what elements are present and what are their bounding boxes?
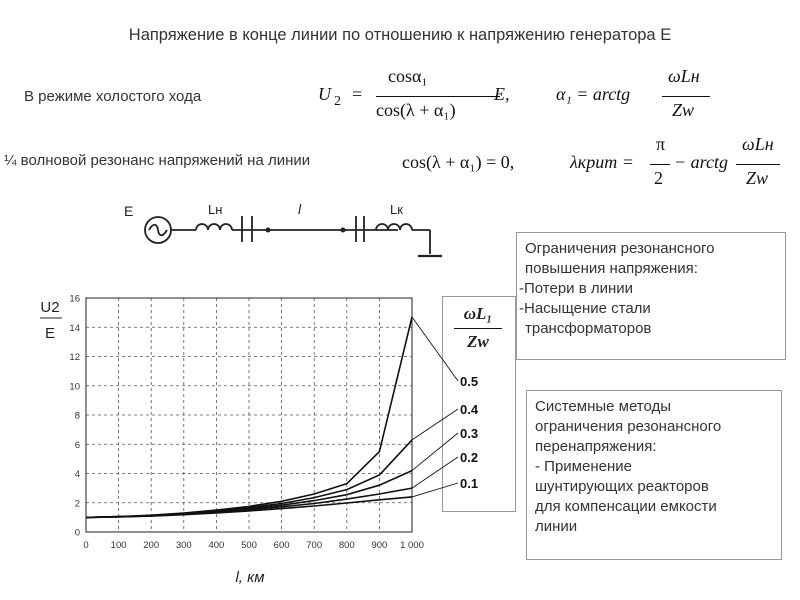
box2-line: ограничения резонансного	[535, 418, 722, 435]
formula-minus-arctg: − arctg	[674, 152, 728, 172]
formula-eq: =	[352, 84, 363, 104]
x-axis-label: l, км	[235, 569, 265, 586]
box2-line: линии	[535, 518, 578, 535]
y-tick-label: 8	[74, 410, 80, 422]
legend-leader-line	[412, 409, 458, 440]
x-tick-label: 800	[338, 540, 355, 551]
box2-line: перенапряжения:	[535, 438, 657, 455]
legend-leader-line	[412, 317, 458, 381]
x-tick-label: 900	[371, 540, 388, 551]
legend-label-0-2: 0.2	[460, 450, 479, 465]
x-tick-label: 700	[306, 540, 323, 551]
formula-lambda: λкрит =	[570, 152, 634, 172]
x-tick-label: 500	[241, 540, 257, 551]
y-axis-label-den: E	[44, 325, 56, 342]
y-axis-label-num: U2	[40, 299, 60, 316]
y-tick-label: 4	[74, 469, 80, 480]
formula-pi-den: 2	[654, 168, 663, 188]
box2-line: шунтирующих реакторов	[535, 478, 709, 495]
formula-frac-den: Zw	[746, 168, 769, 188]
box1-line: -Насыщение стали	[519, 300, 651, 317]
formula-u: U	[318, 84, 331, 104]
y-tick-label: 12	[69, 352, 80, 363]
legend-leader-line	[412, 483, 458, 497]
formula-alpha-num: ωLн	[668, 66, 700, 86]
idle-mode-label: В режиме холостого хода	[24, 88, 202, 105]
legend-label-0-5: 0.5	[460, 374, 479, 389]
x-tick-label: 300	[175, 540, 192, 551]
inductor-lh-label: Lн	[208, 202, 223, 217]
circuit-source-label: E	[124, 203, 134, 219]
formula-cos: cos(λ + α₁) = 0,	[402, 152, 515, 172]
legend-leader-line	[412, 457, 458, 488]
y-tick-label: 6	[74, 439, 80, 451]
y-tick-label: 2	[74, 498, 80, 510]
legend-label-0-1: 0.1	[460, 476, 479, 491]
box2-line: для компенсации емкости	[535, 498, 717, 515]
legend-header-num: ωL₁	[463, 304, 493, 323]
x-tick-label: 100	[110, 540, 127, 551]
box2-line: Системные методы	[535, 398, 672, 415]
x-tick-label: 200	[143, 540, 160, 551]
box1-line: повышения напряжения:	[525, 260, 698, 277]
formula-pi-num: π	[656, 134, 666, 154]
y-tick-label: 10	[69, 381, 80, 393]
x-tick-label: 1 000	[400, 540, 424, 551]
formula-alpha: α₁ = arctg	[556, 84, 631, 104]
formula-frac-num: ωLн	[742, 134, 774, 154]
y-tick-label: 16	[69, 293, 80, 305]
y-tick-label: 0	[74, 527, 80, 539]
legend-label-0-4: 0.4	[460, 402, 479, 417]
legend-leader-line	[412, 433, 458, 471]
chart-ticks	[69, 294, 423, 552]
inductor-lk-label: Lк	[390, 202, 403, 217]
legend-label-0-3: 0.3	[460, 426, 479, 441]
formula-num: cosα₁	[388, 66, 428, 86]
box1-line: трансформаторов	[525, 320, 652, 337]
formula-u-sub: 2	[334, 94, 341, 109]
x-tick-label: 400	[208, 540, 225, 551]
quarter-wave-label: ¼ волновой резонанс напряжений на линии	[4, 152, 311, 169]
page-title: Напряжение в конце линии по отношению к напряжению генератора E	[128, 26, 672, 44]
line-length-label: l	[298, 201, 302, 217]
x-tick-label: 600	[273, 540, 290, 551]
formula-den: cos(λ + α₁)	[376, 100, 456, 120]
box1-line: Ограничения резонансного	[525, 240, 715, 257]
legend-header-den: Zw	[467, 332, 489, 351]
box1-line: -Потери в линии	[519, 280, 634, 297]
formula-e: E,	[494, 84, 510, 104]
x-tick-label: 0	[83, 540, 89, 551]
chart-legend	[412, 317, 479, 497]
box2-line: - Применение	[535, 458, 632, 475]
y-tick-label: 14	[69, 322, 80, 334]
formula-alpha-den: Zw	[672, 100, 695, 120]
